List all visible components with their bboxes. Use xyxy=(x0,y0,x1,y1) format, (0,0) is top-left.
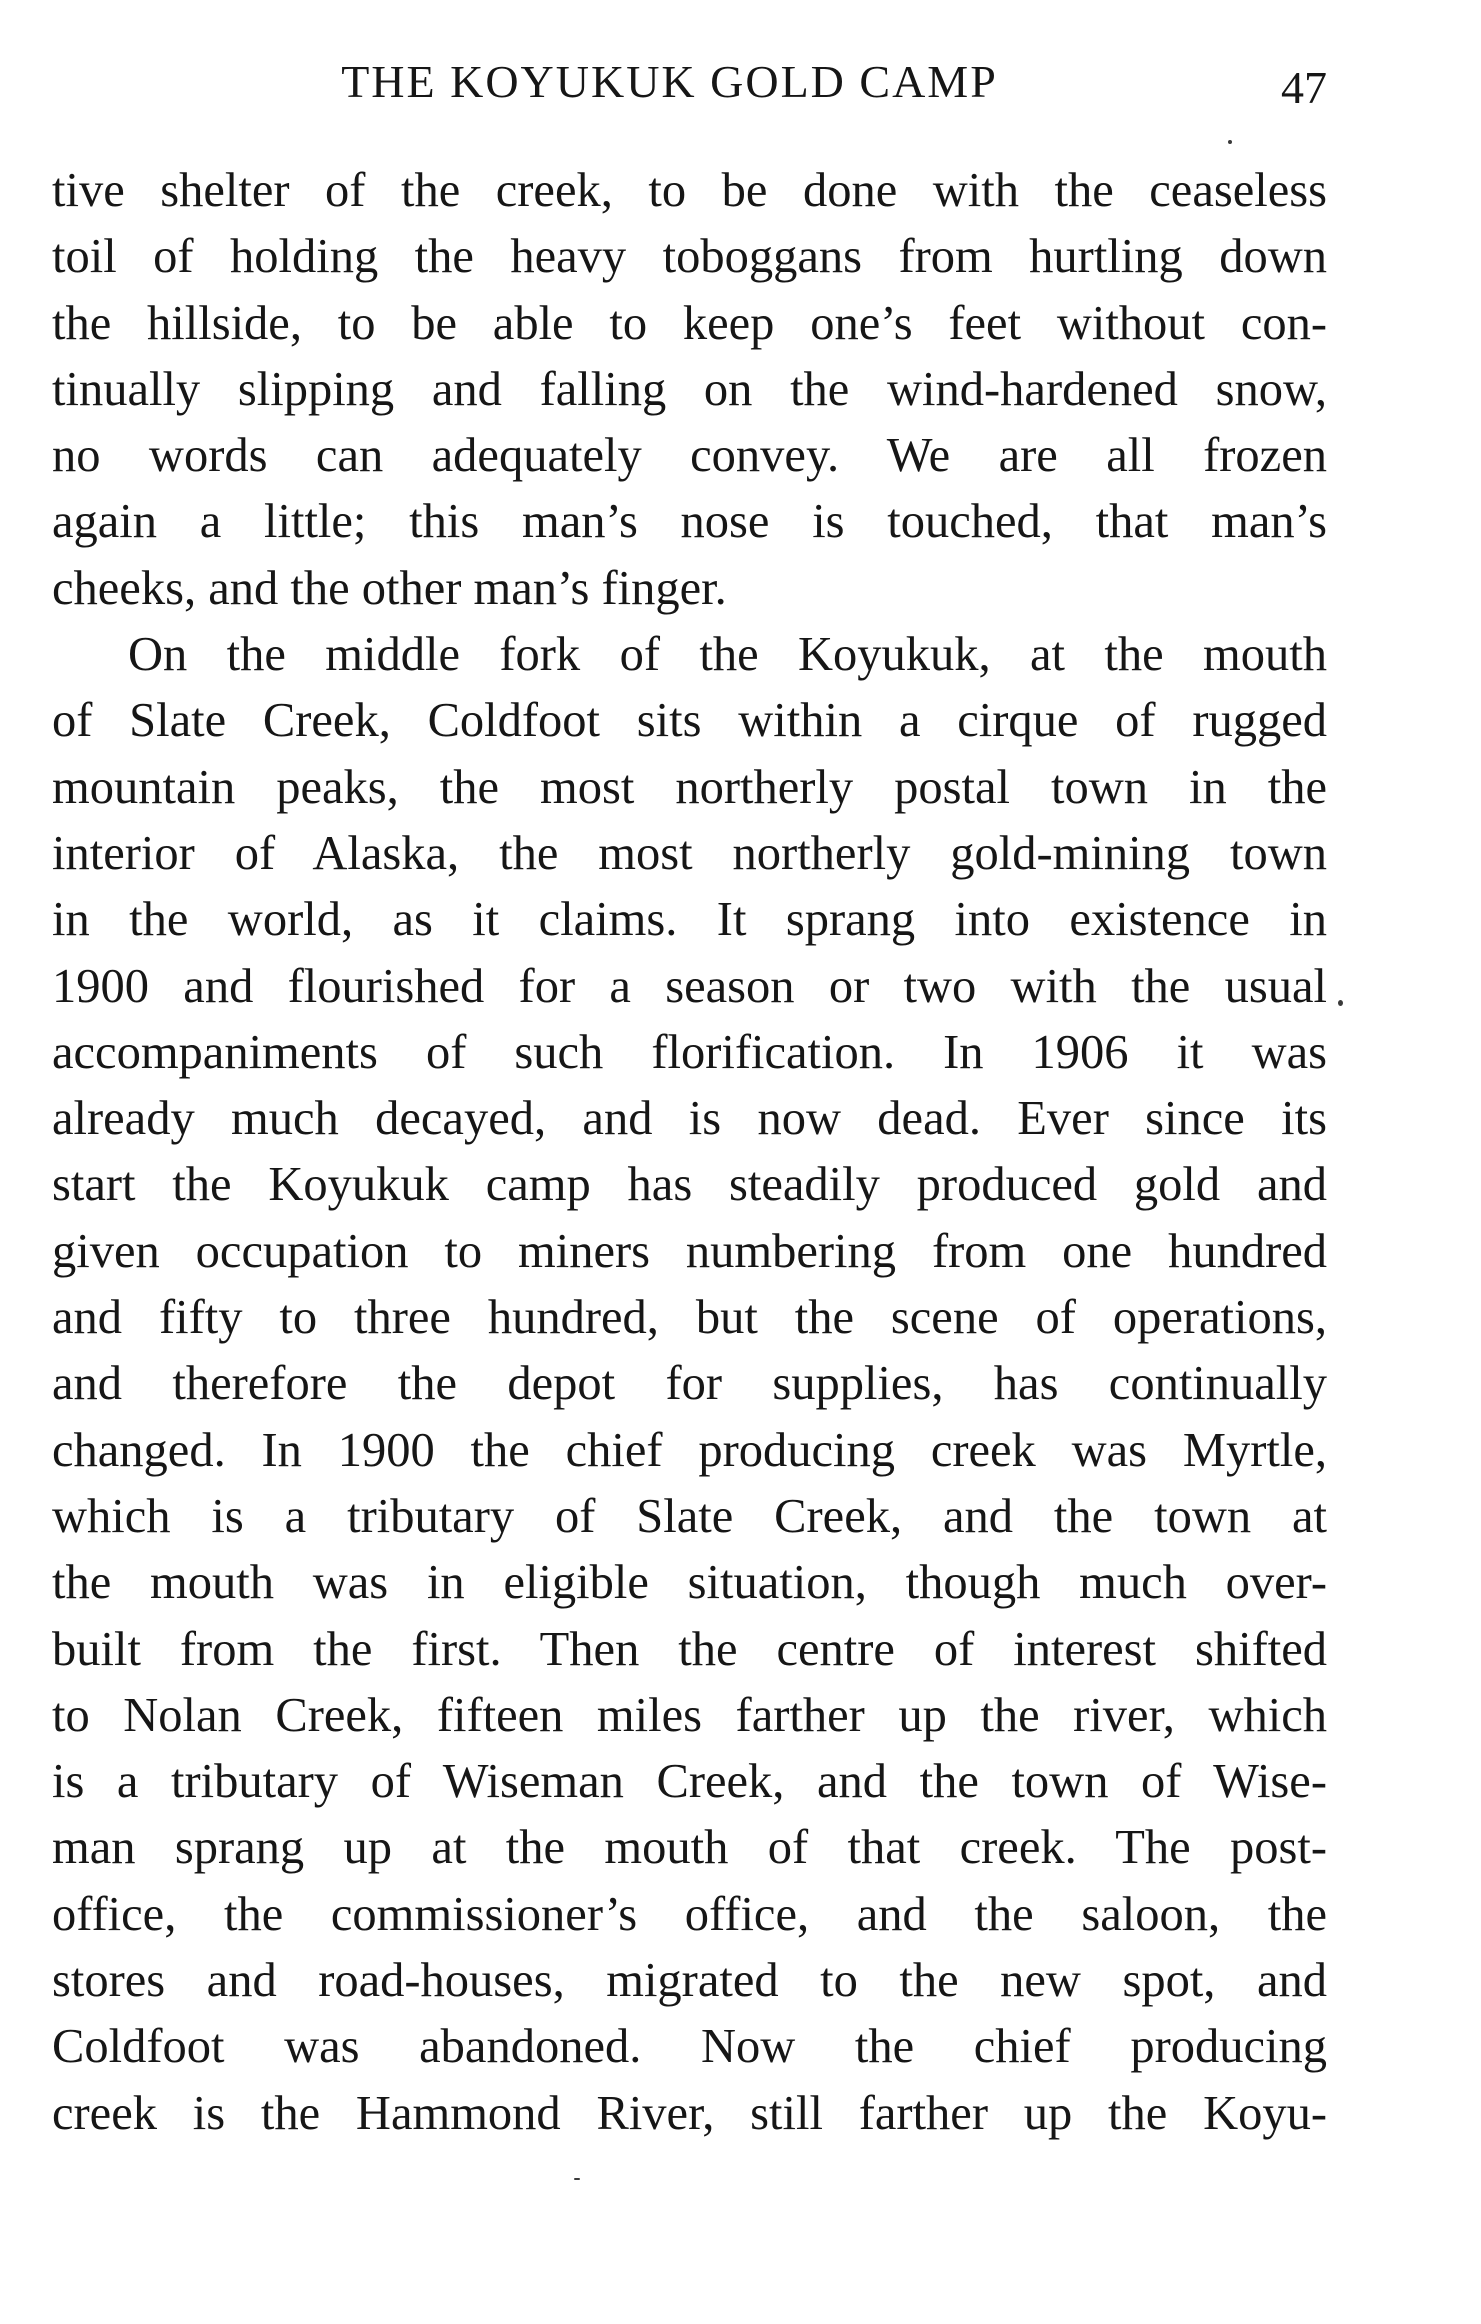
text-line: given occupation to miners numbering from one hundred xyxy=(52,1224,1327,1278)
text-line: of Slate Creek, Coldfoot sits within a cirque of rugged xyxy=(52,694,1327,748)
text-line: man sprang up at the mouth of that creek. The post- xyxy=(52,1821,1327,1875)
text-line: again a little; this man’s nose is touched, that man’s xyxy=(52,495,1327,549)
text-line: On the middle fork of the Koyukuk, at the mouth xyxy=(128,628,1327,682)
text-line: and therefore the depot for supplies, has continually xyxy=(52,1357,1327,1411)
text-line: interior of Alaska, the most northerly gold-mining town xyxy=(52,826,1327,880)
text-line: already much decayed, and is now dead. Ever since its xyxy=(52,1092,1327,1146)
text-line: creek is the Hammond River, still farther up the Koyu- xyxy=(52,2086,1327,2140)
text-line: to Nolan Creek, fifteen miles farther up the river, which xyxy=(52,1688,1327,1742)
text-line: 1900 and flourished for a season or two with the usual xyxy=(52,959,1327,1013)
text-line: cheeks, and the other man’s finger. xyxy=(52,561,727,615)
text-line: tive shelter of the creek, to be done with the ceaseless xyxy=(52,164,1327,217)
text-line: which is a tributary of Slate Creek, and the town at xyxy=(52,1489,1327,1543)
text-line: start the Koyukuk camp has steadily produced gold and xyxy=(52,1158,1327,1212)
print-speck xyxy=(574,2178,580,2180)
body-text xyxy=(52,158,1327,2147)
text-line: accompaniments of such florification. In 1906 it was xyxy=(52,1025,1327,1079)
running-title: THE KOYUKUK GOLD CAMP xyxy=(341,56,998,107)
print-speck xyxy=(1338,1000,1343,1006)
text-line: and fifty to three hundred, but the scene of operations, xyxy=(52,1291,1327,1345)
text-line: no words can adequately convey. We are all frozen xyxy=(52,429,1327,483)
print-speck xyxy=(1228,140,1232,144)
text-line: office, the commissioner’s office, and the saloon, the xyxy=(52,1887,1327,1941)
page-number: 47 xyxy=(1281,62,1327,113)
text-line: built from the first. Then the centre of interest shifted xyxy=(52,1622,1327,1676)
text-line: Coldfoot was abandoned. Now the chief producing xyxy=(52,2020,1327,2074)
text-line: is a tributary of Wiseman Creek, and the town of Wise- xyxy=(52,1755,1327,1809)
text-line: in the world, as it claims. It sprang into existence in xyxy=(52,893,1327,947)
running-head xyxy=(52,52,1327,112)
text-line: changed. In 1900 the chief producing creek was Myrtle, xyxy=(52,1423,1327,1477)
text-line: the mouth was in eligible situation, though much over- xyxy=(52,1556,1327,1610)
text-line: the hillside, to be able to keep one’s feet without con- xyxy=(52,296,1327,350)
text-line: mountain peaks, the most northerly postal town in the xyxy=(52,760,1327,814)
text-line: stores and road-houses, migrated to the new spot, and xyxy=(52,1954,1327,2008)
text-line: toil of holding the heavy toboggans from hurtling down xyxy=(52,230,1327,284)
text-line: tinually slipping and falling on the wind-hardened snow, xyxy=(52,362,1327,416)
